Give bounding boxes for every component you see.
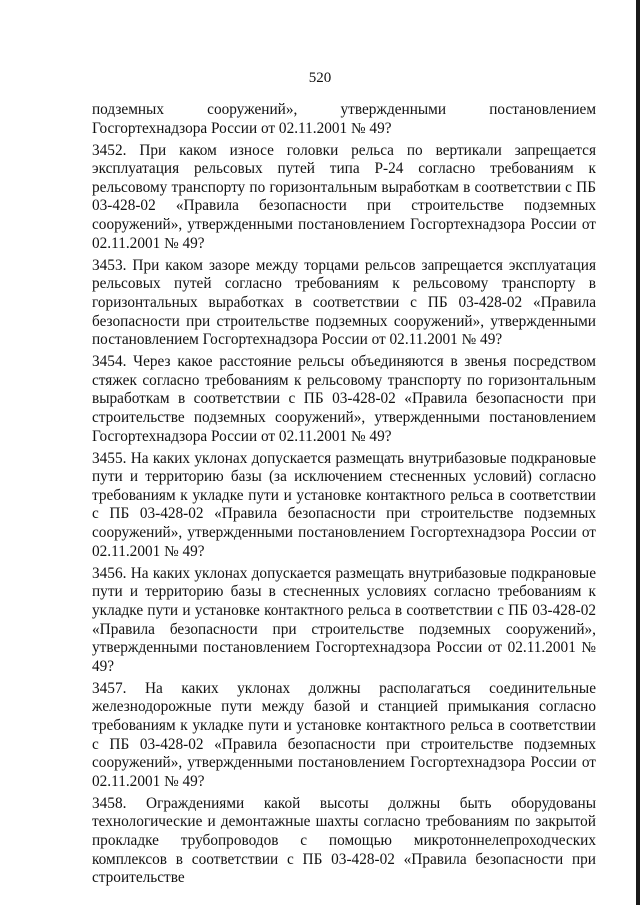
document-body (92, 101, 596, 891)
question-3458: 3458. Ограждениями какой высоты должны быть оборудованы технологические и демонтажные шахты согласно требованиям по закрытой прокладке трубопроводов с помощью микротоннелепроходческих комплексов в соответствии с ПБ 03-428-02 «Правила безопасности при строительстве (92, 794, 596, 887)
page-number: 520 (308, 70, 332, 86)
question-3455: 3455. На каких уклонах допускается размещать внутрибазовые подкрановые пути и территорию базы (за исключением стесненных условий) согласно требованиям к укладке пути и установке контактного рельса в соответствии с ПБ 03-428-02 «Правила безопасности при строительстве подземных сооружений», утвержденными постановлением Госгортехнадзора России от 02.11.2001 № 49? (92, 449, 596, 560)
question-3457: 3457. На каких уклонах должны располагаться соединительные железнодорожные пути между базой и станцией примыкания согласно требованиям к укладке пути и установке контактного рельса в соответствии с ПБ 03-428-02 «Правила безопасности при строительстве подземных сооружений», утвержденными постановлением Госгортехнадзора России от 02.11.2001 № 49? (92, 679, 596, 790)
paragraph-continuation: подземных сооружений», утвержденными постановлением Госгортехнадзора России от 02.11.2001 № 49? (92, 101, 596, 137)
page-edge-shadow (636, 0, 640, 905)
question-3453: 3453. При каком зазоре между торцами рельсов запрещается эксплуатация рельсовых путей согласно требованиям к рельсовому транспорту в горизонтальных выработках в соответствии с ПБ 03-428-02 «Правила безопасности при строительстве подземных сооружений», утвержденными постановлением Госгортехнадзора России от 02.11.2001 № 49? (92, 256, 596, 349)
question-3452: 3452. При каком износе головки рельса по вертикали запрещается эксплуатация рельсовых путей типа Р-24 согласно требованиям к рельсовому транспорту по горизонтальным выработкам в соответствии с ПБ 03-428-02 «Правила безопасности при строительстве подземных сооружений», утвержденными постановлением Госгортехнадзора России от 02.11.2001 № 49? (92, 141, 596, 252)
question-3456: 3456. На каких уклонах допускается размещать внутрибазовые подкрановые пути и территорию базы в стесненных условиях согласно требованиям к укладке пути и установке контактного рельса в соответствии с ПБ 03-428-02 «Правила безопасности при строительстве подземных сооружений», утвержденными постановлением Госгортехнадзора России от 02.11.2001 № 49? (92, 564, 596, 675)
question-3454: 3454. Через какое расстояние рельсы объединяются в звенья посредством стяжек согласно требованиям к рельсовому транспорту по горизонтальным выработкам в соответствии с ПБ 03-428-02 «Правила безопасности при строительстве подземных сооружений», утвержденными постановлением Госгортехнадзора России от 02.11.2001 № 49? (92, 353, 596, 445)
